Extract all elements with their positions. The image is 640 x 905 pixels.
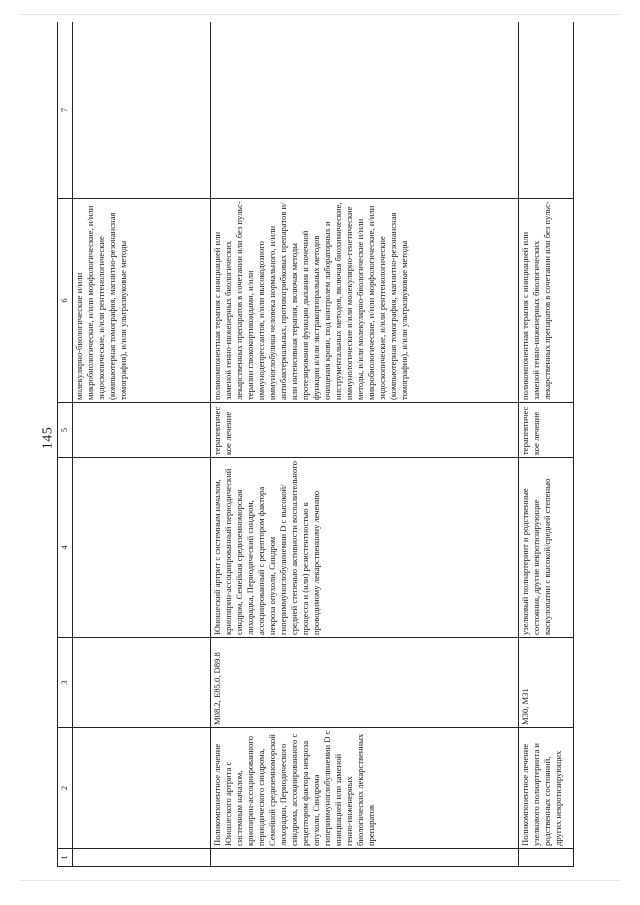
table-row	[73, 22, 211, 867]
header-col-3: 3	[58, 638, 73, 728]
scan-artifact-line	[20, 880, 620, 881]
cell-treatment-name: Поликомпонентное лечение узелкового полиартериита и родственных состояний, других некротизирующих	[519, 728, 574, 849]
cell-icd-codes: M30, M31	[519, 638, 574, 728]
table-row	[211, 22, 519, 867]
cell-patient-model	[73, 458, 211, 638]
cell-treatment-method: поликомпонентная терапия с инициацией или заменой генно-инженерных биологических лекарственных препаратов в сочетании или без пульс-	[519, 199, 574, 403]
header-col-1: 1	[58, 849, 73, 867]
cell-patient-model: узелковый полиартериит и родственные состояния, другие некротизирующие васкулопатии с высокой/средней степенью	[519, 458, 574, 638]
cell-treatment-name: Поликомпонентное лечение Юношеского артрита с системным началом, криопирин-ассоциированного периодического синдрома, Семейной средиземноморской лихорадки, Периодического синдрома, ассоциированного с рецептором фактора некроза опухоли, Синдрома гипериммуноглобулинемии D с инициацией или заменой генно-инженерных биологических лекарственных препаратов	[211, 728, 519, 849]
cell-icd-codes	[73, 638, 211, 728]
cell-number	[211, 849, 519, 867]
cell-treatment-type: терапевтическое лечение	[519, 403, 574, 458]
cell-patient-model: Юношеский артрит с системным началом, криопирин-ассоциированный периодический синдром, Семейная средиземноморская лихорадка, Периодический синдром, ассоциированный с рецептором фактора некроза опухоли, Синдром гипериммуноглобулинемии D с высокой/средней степенью активности воспалительного процесса и (или) резистентностью к проводимому лекарственному лечению	[211, 458, 519, 638]
cell-treatment-method: поликомпонентная терапия с инициацией или заменой генно-инженерных биологических лекарственных препаратов в сочетании или без пульс-терапии глюкокортикоидами, и/или иммунодепрессантов, и/или высокодозного иммуноглобулина человека нормального, и/или антибактериальных, противогрибковых препаратов и/или интенсивная терапия, включая методы протезирования функции дыхания и почечной функции и/или экстракорпоральных методов очищения крови, под контролем лабораторных и инструментальных методов, включая биохимические, иммунологические и/или молекулярно-генетические методы, и/или молекулярно-биологические и/или микробиологические, и/или морфологические, и/или эндоскопические, и/или рентгенологические (компьютерная томография, магнитно-резонансная томография), и/или ультразвуковые методы	[211, 199, 519, 403]
rotated-table-container	[57, 22, 640, 867]
header-row	[58, 22, 73, 867]
cell-col-7	[519, 22, 574, 199]
table-row	[519, 22, 574, 867]
cell-treatment-type: терапевтическое лечение	[211, 403, 519, 458]
header-col-2: 2	[58, 728, 73, 849]
cell-treatment-type	[73, 403, 211, 458]
medical-procedures-table	[57, 22, 574, 867]
cell-treatment-method: молекулярно-биологические и/или микробиологические, и/или морфологические, и/или эндоскопические, и/или рентгенологические (компьютерная томография, магнитно-резонансная томография), и/или ультразвуковые методы	[73, 199, 211, 403]
scan-artifact-line	[20, 14, 620, 15]
header-col-4: 4	[58, 458, 73, 638]
cell-number	[519, 849, 574, 867]
cell-number	[73, 849, 211, 867]
cell-icd-codes: M08.2, E85.0, D89.8	[211, 638, 519, 728]
table-wrapper	[57, 22, 640, 867]
page-number: 145	[40, 426, 56, 450]
header-col-6: 6	[58, 199, 73, 403]
header-col-7: 7	[58, 22, 73, 199]
cell-col-7	[73, 22, 211, 199]
cell-col-7	[211, 22, 519, 199]
cell-treatment-name	[73, 728, 211, 849]
header-col-5: 5	[58, 403, 73, 458]
